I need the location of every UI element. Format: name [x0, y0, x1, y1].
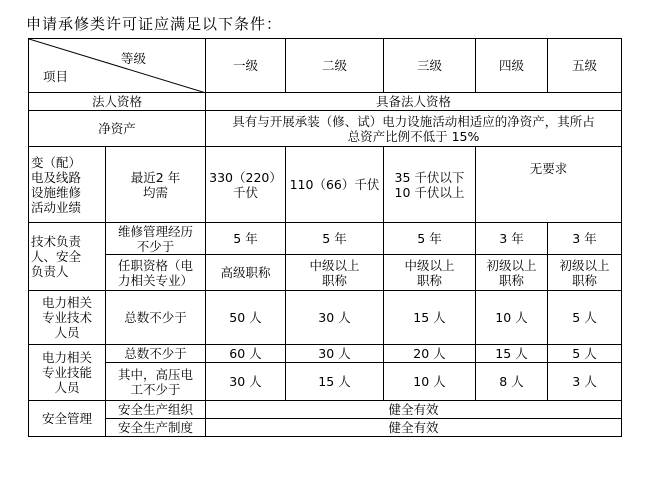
row-skill-staff-hv — [29, 363, 622, 401]
skill-hv-level-5: 3 人 — [548, 363, 622, 401]
tech-staff-label — [29, 291, 106, 345]
skill-staff-label-line: 电力相关 — [41, 350, 92, 365]
row-tech-staff — [29, 291, 622, 345]
experience-label-line: 维修管理经历 — [117, 223, 193, 239]
experience-label-line: 不少于 — [136, 238, 175, 254]
title-level-5 — [548, 255, 622, 291]
skill-total-level-2: 30 人 — [286, 345, 384, 363]
performance-level-4-5: 无要求 — [476, 147, 622, 223]
tech-lead-label-line: 负责人 — [31, 264, 69, 279]
performance-value-line: 千伏 — [232, 184, 258, 200]
performance-label-line: 电及线路 — [31, 169, 82, 185]
skill-staff-label — [29, 345, 106, 401]
skill-hv-level-2: 15 人 — [286, 363, 384, 401]
performance-sub-label — [106, 147, 206, 223]
title-label-line: 任职资格（电 — [117, 257, 193, 273]
performance-level-3 — [384, 147, 476, 223]
title-label-line: 力相关专业） — [117, 272, 193, 288]
title-label — [106, 255, 206, 291]
skill-staff-label-line: 人员 — [54, 380, 80, 395]
performance-value-line: 10 千伏以上 — [394, 184, 465, 200]
row-performance — [29, 147, 622, 223]
assets-value — [206, 111, 622, 147]
performance-level-2: 110（66）千伏 — [286, 147, 384, 223]
level-header-5: 五级 — [548, 39, 622, 93]
level-header-2: 二级 — [286, 39, 384, 93]
performance-level-1 — [206, 147, 286, 223]
skill-total-label: 总数不少于 — [106, 345, 206, 363]
skill-total-level-3: 20 人 — [384, 345, 476, 363]
tech-staff-level-4: 10 人 — [476, 291, 548, 345]
skill-hv-label-line: 其中，高压电 — [117, 366, 193, 382]
safety-org-label: 安全生产组织 — [106, 401, 206, 419]
skill-total-level-1: 60 人 — [206, 345, 286, 363]
safety-label: 安全管理 — [29, 401, 106, 437]
corner-label-level: 等级 — [121, 51, 147, 66]
skill-total-level-4: 15 人 — [476, 345, 548, 363]
title-level-1: 高级职称 — [206, 255, 286, 291]
row-legal — [29, 93, 622, 111]
safety-system-value: 健全有效 — [206, 419, 622, 437]
skill-staff-label-line: 专业技能 — [41, 365, 92, 380]
legal-label: 法人资格 — [29, 93, 206, 111]
title-level-3 — [384, 255, 476, 291]
row-safety-org — [29, 401, 622, 419]
skill-hv-label — [106, 363, 206, 401]
tech-staff-level-2: 30 人 — [286, 291, 384, 345]
title-value-line: 职称 — [416, 272, 442, 288]
level-header-3: 三级 — [384, 39, 476, 93]
title-value-line: 初级以上 — [559, 257, 610, 273]
experience-level-4: 3 年 — [476, 223, 548, 255]
tech-lead-label — [29, 223, 106, 291]
title-value-line: 职称 — [498, 272, 524, 288]
experience-label — [106, 223, 206, 255]
safety-system-label: 安全生产制度 — [106, 419, 206, 437]
skill-total-level-5: 5 人 — [548, 345, 622, 363]
safety-org-value: 健全有效 — [206, 401, 622, 419]
title-value-line: 职称 — [571, 272, 597, 288]
page-heading: 申请承修类许可证应满足以下条件： — [26, 15, 283, 33]
tech-lead-label-line: 技术负责 — [31, 234, 82, 249]
skill-hv-level-1: 30 人 — [206, 363, 286, 401]
row-skill-staff-total — [29, 345, 622, 363]
row-assets — [29, 111, 622, 147]
assets-value-line2: 总资产比例不低于 15% — [347, 128, 480, 144]
performance-label-line: 变（配） — [31, 154, 82, 170]
title-value-line: 职称 — [321, 272, 347, 288]
assets-label: 净资产 — [29, 111, 206, 147]
tech-staff-level-3: 15 人 — [384, 291, 476, 345]
performance-label-line: 设施维修 — [31, 184, 82, 200]
performance-label — [29, 147, 106, 223]
level-header-1: 一级 — [206, 39, 286, 93]
tech-staff-count-label: 总数不少于 — [106, 291, 206, 345]
header-row — [29, 39, 622, 93]
tech-staff-label-line: 人员 — [54, 325, 80, 340]
title-value-line: 中级以上 — [404, 257, 455, 273]
performance-label-line: 活动业绩 — [31, 199, 82, 215]
tech-staff-label-line: 专业技术 — [41, 310, 92, 325]
level-header-4: 四级 — [476, 39, 548, 93]
experience-level-2: 5 年 — [286, 223, 384, 255]
skill-hv-level-3: 10 人 — [384, 363, 476, 401]
assets-value-line1: 具有与开展承装（修、试）电力设施活动相适应的净资产，其所占 — [232, 113, 595, 129]
tech-lead-label-line: 人、安全 — [31, 249, 82, 264]
experience-level-5: 3 年 — [548, 223, 622, 255]
performance-sub-line: 均需 — [142, 184, 168, 200]
diagonal-divider — [29, 39, 206, 93]
performance-value-line: 330（220） — [209, 169, 282, 185]
tech-staff-label-line: 电力相关 — [41, 295, 92, 310]
experience-level-1: 5 年 — [206, 223, 286, 255]
row-safety-system — [29, 419, 622, 437]
requirements-table — [28, 38, 622, 437]
row-tech-lead-title — [29, 255, 622, 291]
experience-level-3: 5 年 — [384, 223, 476, 255]
title-value-line: 初级以上 — [486, 257, 537, 273]
title-level-4 — [476, 255, 548, 291]
performance-sub-line: 最近2 年 — [130, 169, 181, 185]
title-level-2 — [286, 255, 384, 291]
title-value-line: 中级以上 — [309, 257, 360, 273]
skill-hv-level-4: 8 人 — [476, 363, 548, 401]
row-tech-lead-experience — [29, 223, 622, 255]
skill-hv-label-line: 工不少于 — [130, 381, 181, 397]
corner-label-item: 项目 — [43, 69, 69, 84]
performance-value-line: 35 千伏以下 — [394, 169, 465, 185]
tech-staff-level-5: 5 人 — [548, 291, 622, 345]
header-corner-cell — [29, 39, 206, 93]
legal-value: 具备法人资格 — [206, 93, 622, 111]
tech-staff-level-1: 50 人 — [206, 291, 286, 345]
